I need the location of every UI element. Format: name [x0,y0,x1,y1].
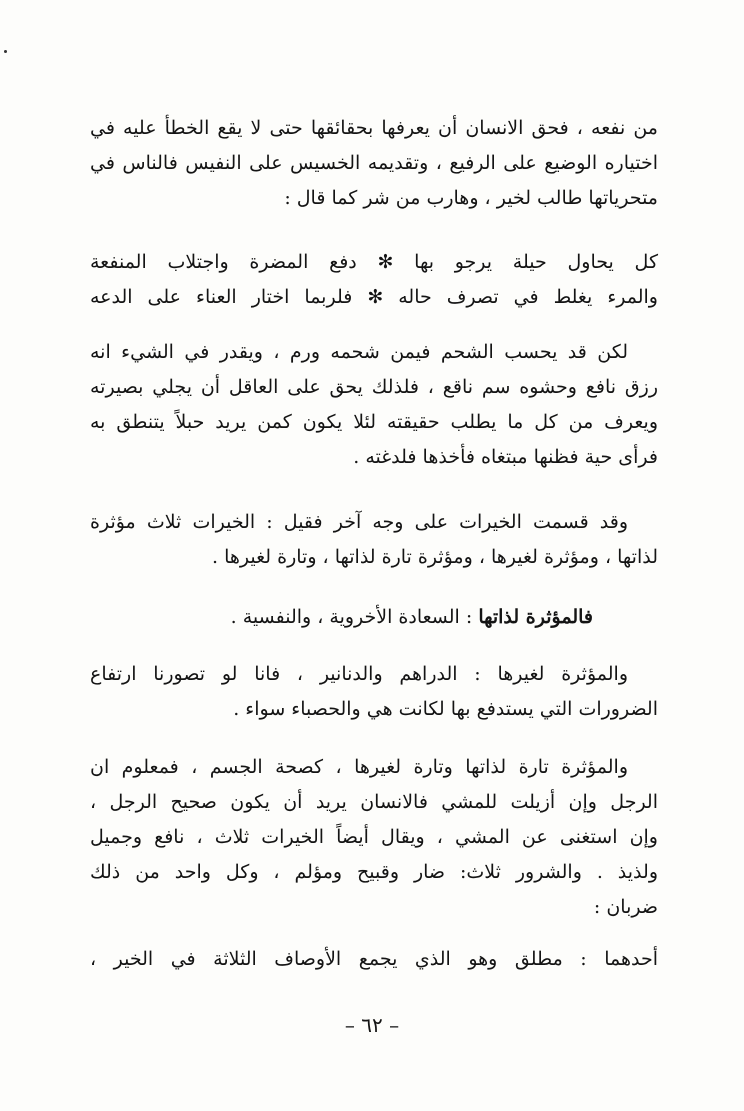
text-line: أحدهما : مطلق وهو الذي يجمع الأوصاف الثلاثة في الخير ، [90,948,658,970]
lead-continuation: : السعادة الأخروية ، والنفسية . [230,606,479,628]
text-line: متحرياتها طالب لخير ، وهارب من شر كما قال : [284,187,658,209]
text-line: اختياره الوضيع على الرفيع ، وتقديمه الخسيس على النفيس فالناس في [90,152,658,174]
text-line [90,600,658,635]
text-line: ويعرف من كل ما يطلب حقيقته لئلا يكون كمن يريد حبلاً يتنطق به [90,411,658,433]
bold-lead-phrase: فالمؤثرة لذاتها [478,606,593,628]
text-line: والمؤثرة لغيرها : الدراهم والدنانير ، فانا لو تصورنا ارتفاع [90,663,628,685]
text-line: وقد قسمت الخيرات على وجه آخر فقيل : الخيرات ثلاث مؤثرة [90,511,628,533]
text-line: رزق نافع وحشوه سم ناقع ، فلذلك يحق على العاقل أن يجلي بصيرته [90,376,658,398]
text-line: لذاتها ، ومؤثرة لغيرها ، ومؤثرة تارة لذاتها ، وتارة لغيرها . [212,546,658,568]
paragraph-4 [90,600,658,635]
paragraph-1 [90,111,658,216]
text-line: من نفعه ، فحق الانسان أن يعرفها بحقائقها حتى لا يقع الخطأ عليه في [90,117,658,139]
page-number: – ٦٢ – [344,1013,400,1037]
text-line: ولذيذ . والشرور ثلاث: ضار وقبيح ومؤلم ، وكل واحد من ذلك [90,861,658,883]
paragraph-2 [90,335,658,475]
text-line: الرجل وإن أزيلت للمشي فالانسان يريد أن يكون صحيح الرجل ، [90,791,658,813]
text-line: والمؤثرة تارة لذاتها وتارة لغيرها ، كصحة الجسم ، فمعلوم ان [90,756,628,778]
paragraph-6 [90,750,658,925]
text-line: الضرورات التي يستدفع بها لكانت هي والحصباء سواء . [233,698,658,720]
verse-line: والمرء يغلط في تصرف حاله ✻ فلربما اختار العناء على الدعه [90,286,658,308]
text-line: ضربان : [593,896,658,918]
text-line: وإن استغنى عن المشي ، ويقال أيضاً الخيرات ثلاث ، نافع وجميل [90,826,658,848]
paragraph-5 [90,657,658,727]
paragraph-3 [90,505,658,575]
scan-speck [4,50,7,53]
text-line: لكن قد يحسب الشحم فيمن شحمه ورم ، ويقدر في الشيء انه [90,341,628,363]
text-line: فرأى حية فظنها مبتغاه فأخذها فلدغته . [353,446,658,468]
paragraph-7 [90,942,658,977]
verse-block [90,245,658,315]
verse-line: كل يحاول حيلة يرجو بها ✻ دفع المضرة واجتلاب المنفعة [90,251,658,273]
